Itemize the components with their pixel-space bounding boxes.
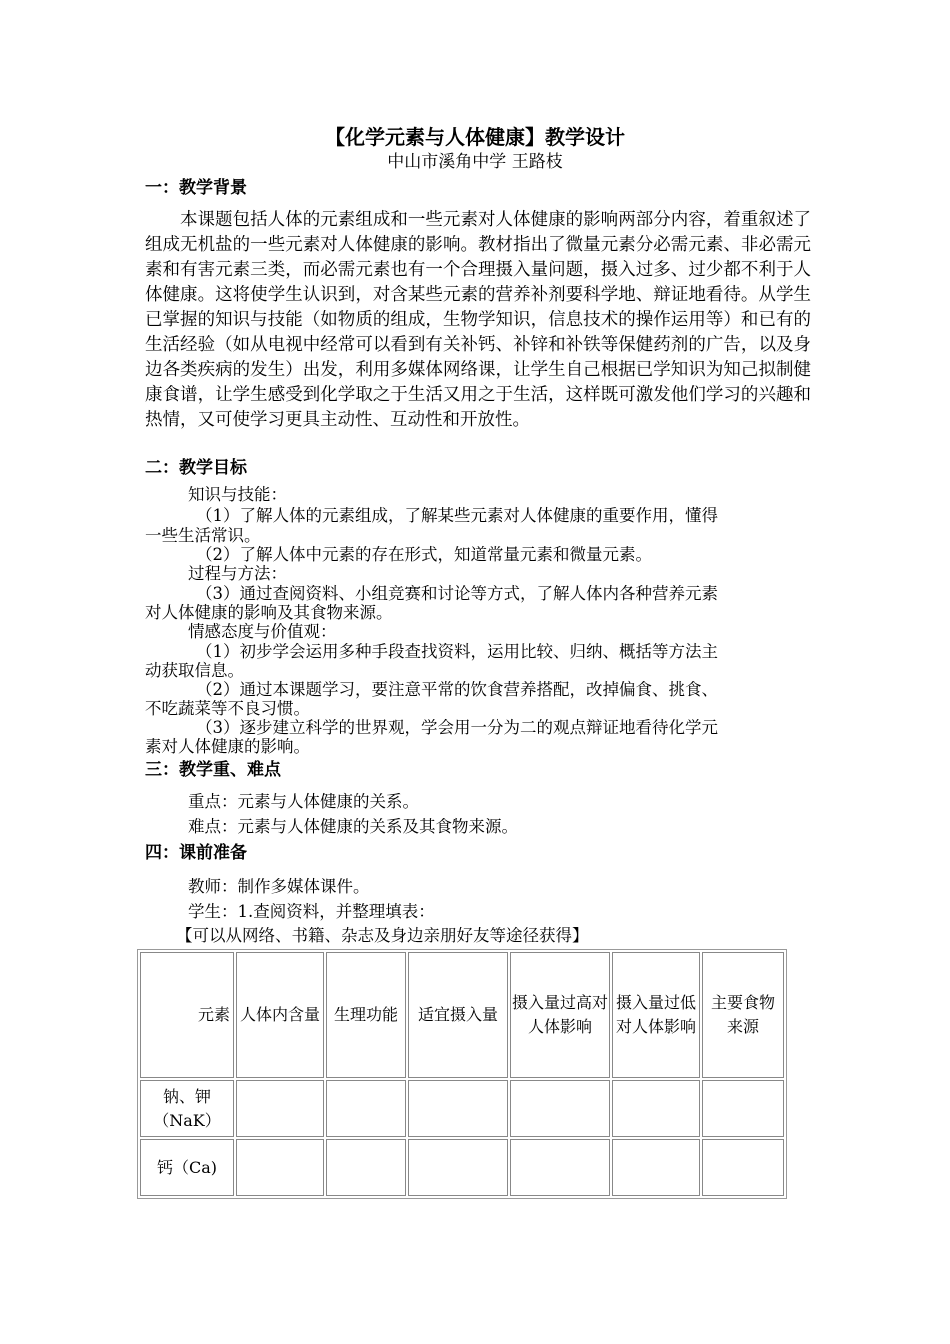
objective-line: （3）通过查阅资料、小组竞赛和讨论等方式，了解人体内各种营养元素: [196, 584, 718, 603]
table-row: [140, 1139, 784, 1196]
document-title: 【化学元素与人体健康】教学设计: [325, 125, 625, 149]
table-cell[interactable]: [326, 1080, 406, 1137]
table-cell[interactable]: [408, 1080, 508, 1137]
element-table-grid: [138, 950, 786, 1198]
header-excess-effect: 摄入量过高对人体影响: [510, 952, 610, 1078]
header-content: 人体内含量: [236, 952, 324, 1078]
objective-line: （3）逐步建立科学的世界观，学会用一分为二的观点辩证地看待化学元: [196, 718, 718, 737]
source-note: 【可以从网络、书籍、杂志及身边亲朋好友等途径获得】: [176, 926, 589, 945]
header-deficiency-effect: 摄入量过低对人体影响: [612, 952, 700, 1078]
table-cell[interactable]: [702, 1080, 784, 1137]
table-row: [140, 1080, 784, 1137]
row-element: 钙（Ca): [140, 1139, 234, 1196]
table-cell[interactable]: [408, 1139, 508, 1196]
table-cell[interactable]: [702, 1139, 784, 1196]
table-cell[interactable]: [612, 1080, 700, 1137]
objective-line: 一些生活常识。: [145, 526, 261, 545]
header-food-source: 主要食物来源: [702, 952, 784, 1078]
objective-line: （2）了解人体中元素的存在形式，知道常量元素和微量元素。: [196, 545, 652, 564]
header-element: 元素: [140, 952, 234, 1078]
objective-line: 知识与技能：: [188, 485, 287, 504]
table-cell[interactable]: [326, 1139, 406, 1196]
background-text: 本课题包括人体的元素组成和一些元素对人体健康的影响两部分内容，着重叙述了组成无机盐的一些元素对人体健康的影响。教材指出了微量元素分必需元素、非必需元素和有害元素三类，而必需元素也有一个合理摄入量问题，摄入过多、过少都不利于人体健康。这将使学生认识到，对含某些元素的营养补剂要科学地、辩证地看待。从学生已掌握的知识与技能（如物质的组成，生物学知识，信息技术的操作运用等）和已有的生活经验（如从电视中经常可以看到有关补钙、补锌和补铁等保健药剂的广告，以及身边各类疾病的发生）出发，利用多媒体网络课，让学生自己根据已学知识为知己拟制健康食谱，让学生感受到化学取之于生活又用之于生活，这样既可激发他们学习的兴趣和热情，又可使学习更具主动性、互动性和开放性。: [145, 210, 811, 430]
objective-line: 不吃蔬菜等不良习惯。: [145, 699, 310, 718]
header-function: 生理功能: [326, 952, 406, 1078]
objective-line: 对人体健康的影响及其食物来源。: [145, 603, 393, 622]
table-cell[interactable]: [236, 1080, 324, 1137]
table-cell[interactable]: [510, 1139, 610, 1196]
table-cell[interactable]: [510, 1080, 610, 1137]
table-cell[interactable]: [612, 1139, 700, 1196]
teacher-preparation: 教师：制作多媒体课件。: [188, 877, 370, 896]
document-author: 中山市溪角中学 王路枝: [387, 152, 563, 172]
element-table: [137, 949, 787, 1199]
header-intake: 适宜摄入量: [408, 952, 508, 1078]
objective-line: 素对人体健康的影响。: [145, 737, 310, 756]
section-heading-key-points: 三：教学重、难点: [145, 760, 281, 780]
row-element: 钠、钾（NaK）: [140, 1080, 234, 1137]
section-heading-background: 一：教学背景: [145, 178, 247, 198]
table-header-row: [140, 952, 784, 1078]
key-point: 重点：元素与人体健康的关系。: [188, 792, 419, 811]
difficulty-point: 难点：元素与人体健康的关系及其食物来源。: [188, 817, 518, 836]
objective-line: （2）通过本课题学习，要注意平常的饮食营养搭配，改掉偏食、挑食、: [196, 680, 718, 699]
objective-line: 情感态度与价值观：: [188, 622, 337, 641]
objective-line: （1）初步学会运用多种手段查找资料，运用比较、归纳、概括等方法主: [196, 642, 718, 661]
section-heading-objectives: 二：教学目标: [145, 458, 247, 478]
student-preparation: 学生：1.查阅资料，并整理填表：: [188, 902, 435, 921]
objective-line: 动获取信息。: [145, 661, 244, 680]
background-paragraph: [145, 208, 811, 433]
section-heading-preparation: 四：课前准备: [145, 843, 247, 863]
objective-line: （1）了解人体的元素组成，了解某些元素对人体健康的重要作用，懂得: [196, 506, 718, 525]
table-cell[interactable]: [236, 1139, 324, 1196]
objective-line: 过程与方法：: [188, 564, 287, 583]
